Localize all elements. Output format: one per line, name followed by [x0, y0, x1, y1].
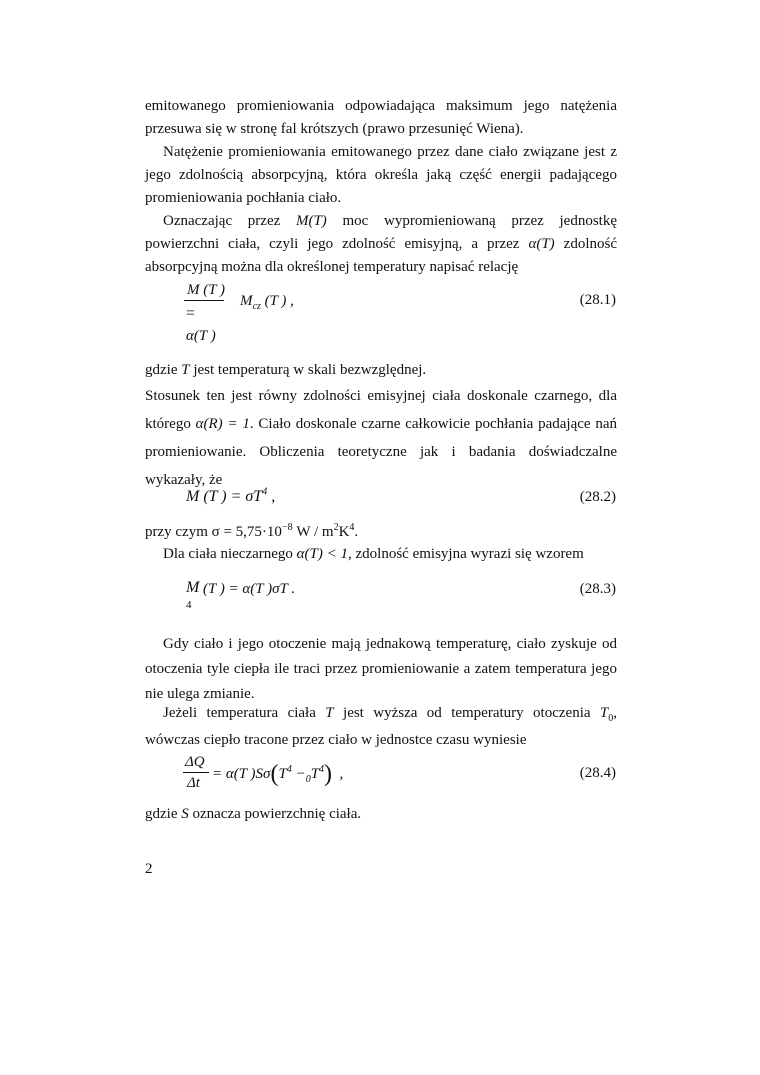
- text-span: W / m: [292, 524, 334, 540]
- paragraph-wien: emitowanego promieniowania odpowiadająca maksimum jego natężenia przesuwa się w stronę fal krótszych (prawo przesunięć Wiena).: [145, 98, 617, 137]
- eq4-fraction-line: [183, 772, 209, 773]
- text-span: Dla ciała nieczarnego: [163, 546, 297, 562]
- paragraph-notation: [145, 210, 617, 279]
- eq1-rhs-sub: cz: [252, 301, 261, 312]
- eq3-label: (28.3): [579, 581, 616, 597]
- eq4-numerator: ΔQ: [185, 754, 205, 770]
- math-sigma-exp: −8: [281, 522, 293, 533]
- text-span: . Ciało doskonale czarne całkowicie pochłania padające nań promieniowanie. Obliczenia teoretyczne jak i badania doświadczalne wykazały, że: [145, 416, 617, 488]
- eq4-inner-exp2: 4: [319, 764, 325, 775]
- eq1-denominator: α(T ): [186, 328, 216, 344]
- text-span: oznacza powierzchnię ciała.: [188, 806, 362, 822]
- math-sigma: σ = 5,75·10: [211, 524, 282, 540]
- eq4-inner-T2: T: [310, 766, 320, 782]
- text-span: przy czym: [145, 524, 212, 540]
- paragraph-sigma: przy czym $\sigma = 5,75\cdot 10^{-8}$ W / $m^2K^4$.: [145, 522, 359, 540]
- page-number: 2: [145, 861, 153, 877]
- text-span: jest temperaturą w skali bezwzględnej.: [189, 362, 427, 378]
- math-T0: T: [599, 705, 609, 721]
- text-span: , zdolność emisyjna wyrazi się wzorem: [348, 546, 584, 562]
- text-span: Oznaczając przez: [163, 213, 296, 229]
- math-T0-sub: 0: [608, 713, 614, 724]
- text-span: jest wyższa od temperatury otoczenia: [333, 705, 600, 721]
- paragraph-equilibrium: Gdy ciało i jego otoczenie mają jednakową temperaturę, ciało zyskuje od otoczenia tyle ciepła ile traci przez promieniowanie a zatem temperatura jego nie ulega zmianie.: [145, 636, 617, 702]
- eq1-numerator: M (T ): [187, 282, 226, 298]
- text-span: K: [338, 524, 350, 540]
- paragraph-temperature: [145, 359, 617, 382]
- math-alphaR: α(R) = 1: [195, 416, 250, 432]
- eq2-lhs: [186, 488, 275, 506]
- eq2-label: (28.2): [579, 489, 616, 505]
- eq2-tail: ,: [271, 488, 276, 505]
- eq4-inner-T: T: [278, 766, 287, 782]
- text-span: zdolność absorpcyjną można dla określonej temperatury napisać relację: [145, 236, 617, 275]
- eq3-rest: [203, 580, 295, 598]
- eq3-sub: 4: [186, 599, 192, 611]
- eq4-inner-sub: 0: [305, 774, 311, 785]
- paragraph-heat-loss: [145, 700, 617, 754]
- eq1-fraction-line: [184, 300, 224, 301]
- text-span: gdzie: [145, 806, 182, 822]
- math-two: 2: [333, 522, 339, 533]
- eq2-exp: 4: [262, 486, 268, 498]
- eq1-equal-bar: =: [186, 305, 196, 322]
- paragraph-absorption: Natężenie promieniowania emitowanego przez dane ciało związane jest z jego zdolnością absorpcyjną, która określa jaką część energii padającego promieniowania pochłania ciało.: [145, 144, 617, 206]
- eq4-denominator: Δt: [187, 775, 200, 791]
- text-span: Stosunek ten jest równy zdolności emisyjnej ciała doskonale czarnego, dla którego: [145, 388, 617, 432]
- eq4-inner-exp: 4: [286, 764, 292, 775]
- eq2-lhs-text: M (T ) = σT: [186, 488, 263, 505]
- math-S: S: [181, 806, 189, 822]
- math-four: 4: [349, 522, 355, 533]
- eq1-rhs-rest: (T ) ,: [264, 293, 294, 309]
- eq1-rhs: [240, 292, 294, 310]
- text-span: gdzie: [145, 362, 182, 378]
- eq4-rhs: = α(T )$S\sigma(T^4 -_0T^4)$ ,: [212, 761, 344, 787]
- math-T: T: [325, 705, 334, 721]
- paragraph-blackbody: [145, 382, 617, 494]
- eq3-tail: .: [291, 581, 296, 597]
- eq3-M: M: [186, 579, 200, 596]
- eq1-label: (28.1): [579, 292, 616, 308]
- math-T: T: [181, 362, 190, 378]
- eq4-rhs-text: = α(T )Sσ: [212, 766, 271, 782]
- text-span: Jeżeli temperatura ciała: [163, 705, 326, 721]
- math-alpha-lt: α(T) < 1: [296, 546, 348, 562]
- paragraph-nonblack: [145, 543, 617, 566]
- eq4-tail: ,: [339, 766, 344, 782]
- math-MT: M(T): [295, 213, 327, 229]
- math-alphaT: α(T): [528, 236, 555, 252]
- eq4-label: (28.4): [579, 765, 616, 781]
- eq4-minus: −: [295, 766, 306, 782]
- eq1-rhs-M: M: [240, 293, 253, 309]
- text-span: moc wypromieniowaną przez jednostkę powierzchni ciała, czyli jego zdolność emisyjną, a przez: [145, 213, 617, 252]
- paragraph-surface: [145, 803, 617, 826]
- text-span: , wówczas ciepło tracone przez ciało w jednostce czasu wyniesie: [145, 705, 618, 748]
- eq3-rest-text: (T ) = α(T )σT: [203, 581, 288, 597]
